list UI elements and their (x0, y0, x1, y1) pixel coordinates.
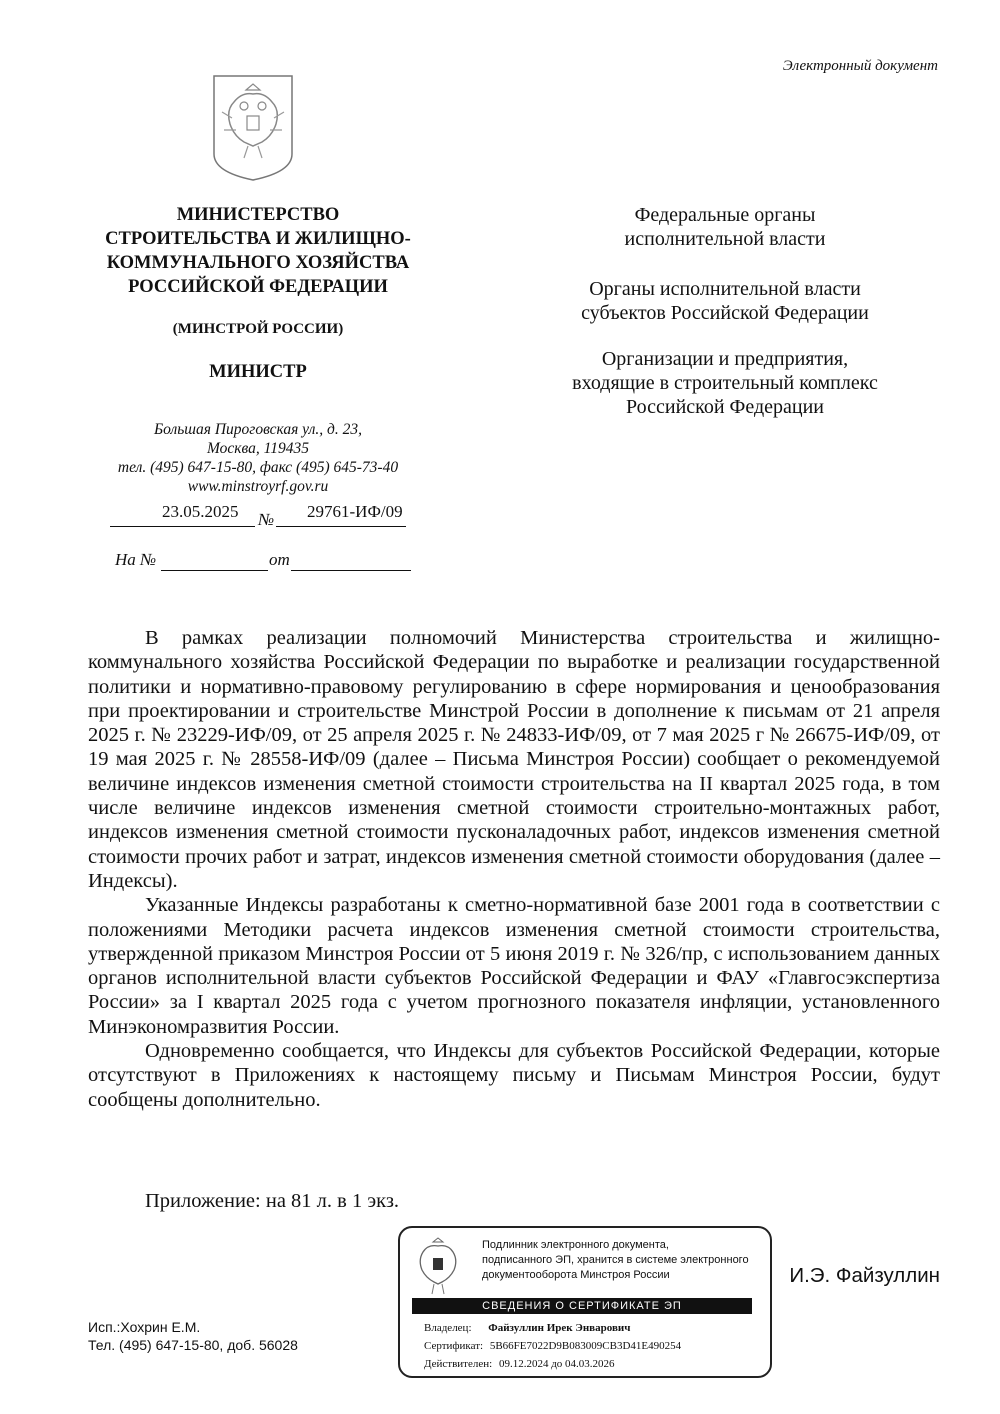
signature-stamp-header: Подлинник электронного документа, подписанного ЭП, хранится в системе электронного документооборота Минстроя России (482, 1239, 749, 1281)
number-label: № (258, 510, 275, 529)
certificate-owner-row: Владелец: Файзуллин Ирек Энварович (424, 1322, 631, 1334)
reply-label: На № (115, 550, 157, 569)
certificate-owner: Файзуллин Ирек Энварович (488, 1322, 631, 1334)
coat-of-arms-icon (414, 1236, 462, 1296)
certificate-info-bar: СВЕДЕНИЯ О СЕРТИФИКАТЕ ЭП (412, 1298, 752, 1314)
electronic-signature-stamp (398, 1226, 772, 1378)
certificate-validity: 09.12.2024 до 04.03.2026 (498, 1358, 615, 1370)
certificate-validity-row: Действителен: 09.12.2024 до 04.03.2026 (424, 1358, 615, 1370)
signer-name: И.Э. Файзуллин (789, 1264, 940, 1287)
registration-line (110, 502, 410, 532)
attachment-note: Приложение: на 81 л. в 1 экз. (145, 1190, 400, 1212)
electronic-document-mark: Электронный документ (782, 58, 938, 74)
certificate-number: 5B66FE7022D9B083009CB3D41E490254 (489, 1340, 682, 1352)
body-paragraph: Одновременно сообщается, что Индексы для субъектов Российской Федерации, которые отсутствуют в Приложениях к настоящему письму и Письмам Минстроя России, будут сообщены дополнительно. (88, 1040, 940, 1111)
sender-position: МИНИСТР (209, 362, 307, 382)
executor-info (88, 1318, 298, 1354)
body-paragraph: Указанные Индексы разработаны к сметно-нормативной базе 2001 года в соответствии с положениями Методики расчета индексов изменения сметной стоимости строительства, утвержденной приказом Минстроя России от 5 июня 2019 г. № 326/пр, с использованием данных органов исполнительной власти субъектов Российской Федерации и ФАУ «Главгосэкспертиза России» за I квартал 2025 года с учетом прогнозного показателя инфляции, установленного Минэкономразвития России. (88, 894, 940, 1038)
addressee-organizations: Организации и предприятия, входящие в строительный комплекс Российской Федерации (572, 348, 878, 418)
body-paragraph: В рамках реализации полномочий Министерства строительства и жилищно-коммунального хозяйства Российской Федерации по выработке и реализации государственной политики и нормативно-правовому регулированию в сфере нормирования и ценообразования при проектировании и строительстве Минстрой России в дополнение к письмам от 21 апреля 2025 г. № 23229-ИФ/09, от 25 апреля 2025 г. № 24833-ИФ/09, от 7 мая 2025 г № 26675-ИФ/09, от 19 мая 2025 г. № 28558-ИФ/09 (далее – Письма Минстроя России) сообщает о рекомендуемой величине индексов изменения сметной стоимости строительства на II квартал 2025 года, в том числе величине индексов изменения сметной стоимости строительно-монтажных работ, индексов изменения сметной стоимости пусконаладочных работ, индексов изменения сметной стоимости прочих работ и затрат, индексов изменения сметной стоимости оборудования (далее – Индексы). (88, 627, 940, 892)
executor-name: Исп.:Хохрин Е.М. (88, 1319, 201, 1335)
ministry-name: МИНИСТЕРСТВО СТРОИТЕЛЬСТВА И ЖИЛИЩНО- КОММУНАЛЬНОГО ХОЗЯЙСТВА РОССИЙСКОЙ ФЕДЕРАЦИИ (105, 205, 411, 297)
addressee-regional-bodies: Органы исполнительной власти субъектов Российской Федерации (581, 278, 869, 324)
registration-date: 23.05.2025 (162, 502, 239, 521)
certificate-number-row: Сертификат: 5B66FE7022D9B083009CB3D41E490254 (424, 1340, 682, 1352)
registration-number: 29761-ИФ/09 (307, 502, 403, 521)
coat-of-arms-icon (210, 72, 296, 184)
sender-address: Большая Пироговская ул., д. 23, Москва, 119435 тел. (495) 647-15-80, факс (495) 645-73-40 www.minstroyrf.gov.ru (117, 421, 399, 495)
executor-phone: Тел. (495) 647-15-80, доб. 56028 (88, 1337, 298, 1353)
reply-from-label: от (269, 550, 290, 569)
reply-reference-line (115, 548, 415, 576)
letter-body (88, 626, 940, 1112)
addressee-federal-bodies: Федеральные органы исполнительной власти (624, 204, 826, 250)
ministry-abbreviation: (МИНСТРОЙ РОССИИ) (172, 321, 344, 337)
